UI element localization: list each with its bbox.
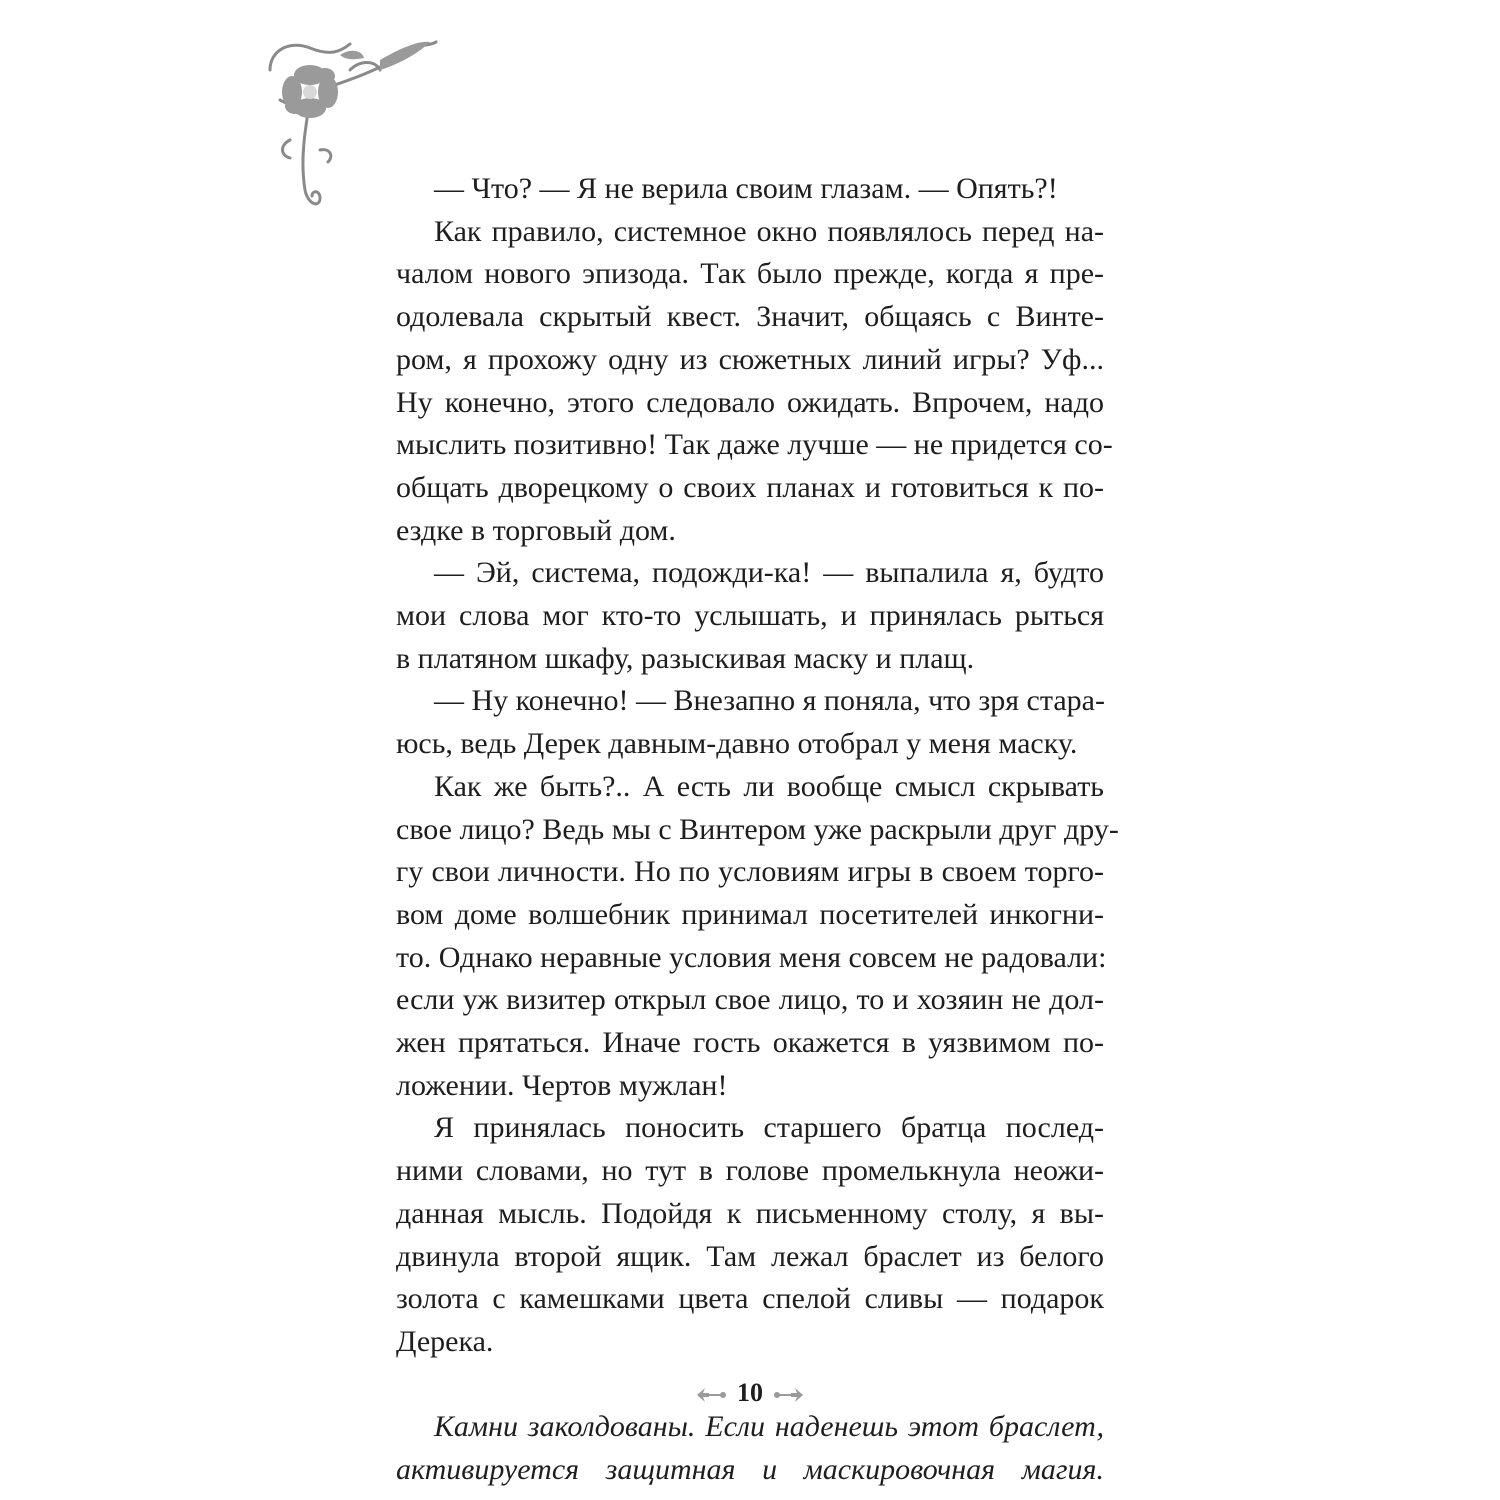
paragraph — [396, 766, 1119, 1108]
text-line: то. Однако неравные условия меня совсем не радовали: — [396, 940, 1107, 974]
text-line: золота с камешками цвета спелой сливы — подарок — [396, 1282, 1104, 1316]
text-line: двинула второй ящик. Там лежал браслет из белого — [396, 1239, 1104, 1273]
text-line: свое лицо? Ведь мы с Винтером уже раскрыли друг дру- — [396, 812, 1119, 846]
text-line: если уж визитер открыл свое лицо, то и хозяин не дол- — [396, 983, 1104, 1017]
text-line: Дерека. — [396, 1324, 494, 1358]
text-line: — Что? — Я не верила своим глазам. — Опять?! — [434, 172, 1058, 205]
paragraph — [396, 168, 1104, 211]
paragraph — [396, 1107, 1104, 1363]
text-line: чалом нового эпизода. Так было прежде, когда я пре- — [396, 257, 1104, 291]
text-line: мыслить позитивно! Так даже лучше — не придется со- — [396, 428, 1113, 462]
text-line: — Ну конечно! — Внезапно я поняла, что зря стара- — [434, 684, 1105, 718]
text-line: общать дворецкому о своих планах и готовиться к по- — [396, 470, 1104, 504]
right-flourish-icon — [771, 1385, 805, 1405]
page-number-text: 10 — [737, 1378, 763, 1407]
text-line: ложении. Чертов мужлан! — [396, 1068, 728, 1102]
page-body — [396, 168, 1119, 1492]
italic-line: активируется защитная и маскировочная магия. — [396, 1453, 1104, 1487]
text-line: мои слова мог кто-то услышать, и принялась рыться — [396, 599, 1104, 633]
text-line: ездке в торговый дом. — [396, 513, 676, 547]
left-flourish-icon — [695, 1385, 729, 1405]
text-line: в платяном шкафу, разыскивая маску и плащ. — [396, 641, 975, 675]
page-number — [0, 1378, 1500, 1408]
text-line: ними словами, но тут в голове промелькнула неожи- — [396, 1154, 1104, 1188]
paragraph — [396, 680, 1104, 765]
text-line: вом доме волшебник принимал посетителей инкогни- — [396, 897, 1104, 931]
text-line: данная мысль. Подойдя к письменному столу, я вы- — [396, 1196, 1104, 1230]
text-line: жен прятаться. Иначе гость окажется в уязвимом по- — [396, 1026, 1104, 1060]
italic-line: Камни заколдованы. Если наденешь этот браслет, — [434, 1410, 1104, 1444]
paragraph — [396, 552, 1104, 680]
text-line: юсь, ведь Дерек давным-давно отобрал у меня маску. — [396, 727, 1078, 761]
text-line: ром, я прохожу одну из сюжетных линий игры? Уф... — [396, 342, 1104, 376]
text-line: — Эй, система, подожди-ка! — выпалила я, будто — [434, 556, 1104, 590]
paragraph — [396, 211, 1113, 553]
text-line: Как правило, системное окно появлялось перед на- — [434, 214, 1104, 248]
italic-system-message — [396, 1406, 1104, 1491]
text-line: гу свои личности. Но по условиям игры в своем торго- — [396, 855, 1104, 889]
text-line: Как же быть?.. А есть ли вообще смысл скрывать — [434, 769, 1104, 803]
text-line: Я принялась поносить старшего братца послед- — [434, 1111, 1104, 1145]
text-line: Ну конечно, этого следовало ожидать. Впрочем, надо — [396, 385, 1104, 419]
text-line: одолевала скрытый квест. Значит, общаясь с Винте- — [396, 300, 1104, 334]
